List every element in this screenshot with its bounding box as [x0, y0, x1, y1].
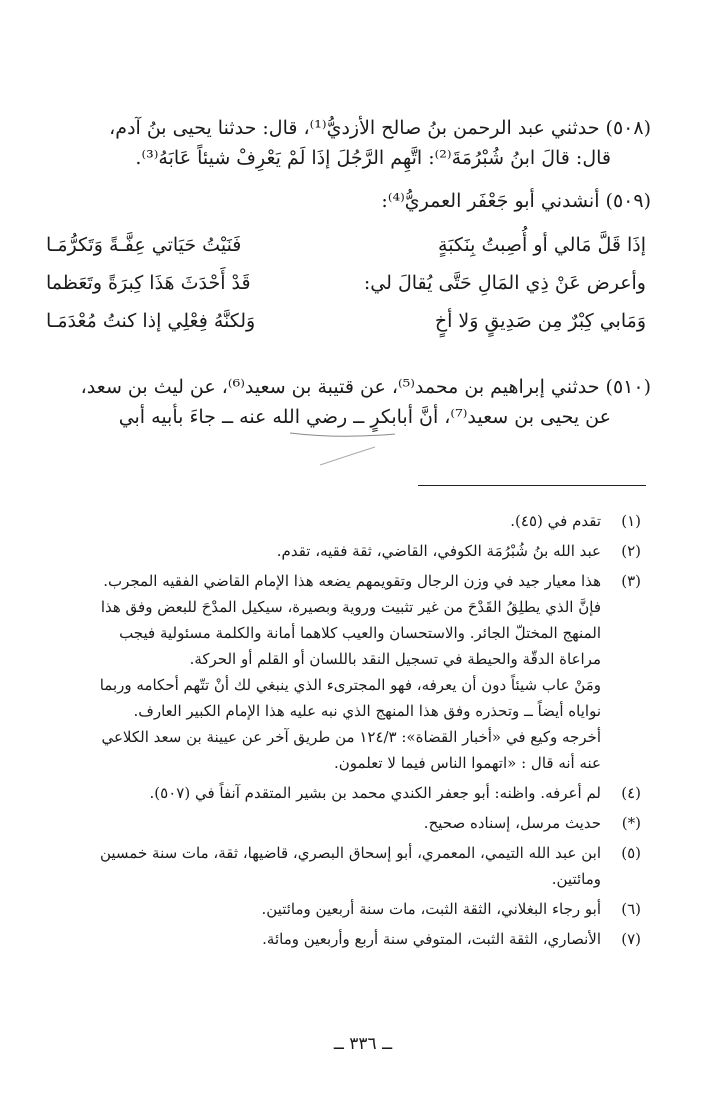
- paragraph-510: [51, 372, 651, 432]
- footnote-number: (٥): [621, 844, 641, 862]
- footnote-text: مراعاة الدقّة والحيطة في تسجيل النقد باللسان أو القلم أو الحركة.: [189, 650, 601, 668]
- footnote-divider: [418, 485, 646, 486]
- verse-second-hemistich: وَلكنَّهُ فِعْلِي إذا كنتُ مُعْدَمَـا: [46, 310, 256, 332]
- footnote-number: (٣): [621, 572, 641, 590]
- footnote-item: [41, 810, 641, 836]
- footnote-text: الأنصاري، الثقة الثبت، المتوفي سنة أربع وأربعين ومائة.: [262, 930, 601, 948]
- footnote-item: [41, 926, 641, 952]
- footnote-item: [41, 840, 641, 892]
- footnote-number: (٧): [621, 930, 641, 948]
- verse-second-hemistich: قَدْ أَحْدَثَ هَذَا كِبرَةً وتَعَظما: [46, 272, 251, 294]
- footnote-text: نواياه أيضاً ــ وتحذره وفق هذا المنهج الذي نبه عليه هذا الإمام الكبير العارف.: [133, 702, 601, 720]
- footnote-item: [41, 508, 641, 534]
- footnote-item: [41, 568, 641, 776]
- poem-verse: [46, 264, 646, 302]
- poem-verse: [46, 302, 646, 340]
- footnote-text: هذا معيار جيد في وزن الرجال وتقويمهم يضعه هذا الإمام القاضي الفقيه المجرب.: [103, 572, 601, 590]
- footnote-text: أبو رجاء البغلاني، الثقة الثبت، مات سنة أربعين ومائتين.: [261, 900, 601, 918]
- footnote-text: ابن عبد الله التيمي، المعمري، أبو إسحاق البصري، قاضيها، ثقة، مات سنة خمسين: [99, 844, 601, 862]
- paragraph-509-line-1: (٥٠٩) أنشدني أبو جَعْفَر العمريُّ⁽⁴⁾:: [381, 190, 651, 212]
- verse-second-hemistich: فَنَيْتُ حَيَاتي عِفَّـةً وَتَكرُّمَـا: [46, 234, 242, 256]
- footnote-number: (٤): [621, 784, 641, 802]
- handwritten-pen-mark: [280, 425, 600, 475]
- paragraph-510-line-2: عن يحيى بن سعيد⁽⁷⁾، أنَّ أبابكرٍ ــ رضي الله عنه ــ جاءَ بأبيه أبي: [118, 406, 611, 428]
- poem-verse: [46, 226, 646, 264]
- footnote-item: [41, 896, 641, 922]
- verse-first-hemistich: وَمَابي كِبْرٌ مِن صَدِيقٍ وَلا أخٍ: [434, 310, 646, 332]
- footnote-text: ومائتين.: [551, 870, 601, 888]
- poem: [46, 226, 646, 340]
- paragraph-508-line-1: (٥٠٨) حدثني عبد الرحمن بنُ صالح الأزديُّ⁽¹⁾، قال: حدثنا يحيى بنُ آدم،: [109, 117, 651, 139]
- footnote-text: لم أعرفه. واظنه: أبو جعفر الكندي محمد بن بشير المتقدم آنفاً في (٥٠٧).: [149, 784, 601, 802]
- footnote-text: فإنَّ الذي يطلِقُ القَدْحَ من غير تثبيت وروية وبصيرة، سيكيل المدْحَ للبعض وفق هذا: [100, 598, 601, 616]
- footnote-item: [41, 780, 641, 806]
- verse-first-hemistich: وأعرض عَنْ ذِي المَالِ حَتَّى يُقالَ لي:: [363, 272, 646, 294]
- paragraph-508-line-2: قال: قالَ ابنُ شُبْرُمَةَ⁽²⁾: اتَّهِم الرَّجُلَ إذَا لَمْ يَعْرِفْ شيئاً عَابَهُ⁽³⁾.: [135, 147, 611, 169]
- footnote-number: (١): [621, 512, 641, 530]
- footnote-text: ومَنْ عاب شيئاً دون أن يعرفه، فهو المجترىء الذي ينبغي لك أنْ تتّهم أحكامه وربما: [99, 676, 601, 694]
- footnote-text: حديث مرسل، إسناده صحيح.: [423, 814, 601, 832]
- verse-first-hemistich: إذَا قَلَّ مَالي أو أُصِبتُ بِنَكبَةٍ: [438, 234, 646, 256]
- paragraph-509: [51, 186, 651, 216]
- footnote-text: تقدم في (٤٥).: [510, 512, 601, 530]
- paragraph-508: [51, 113, 651, 173]
- footnotes: [41, 508, 641, 956]
- footnote-number: (٦): [621, 900, 641, 918]
- footnote-text: عبد الله بنُ شُبْرُمَة الكوفي، القاضي، ثقة فقيه، تقدم.: [276, 542, 601, 560]
- footnote-item: [41, 538, 641, 564]
- footnote-text: عنه أنه قال : «اتهموا الناس فيما لا تعلمون.: [334, 754, 601, 772]
- footnote-text: أخرجه وكيع في «أخبار القضاة»: ١٢٤/٣ من طريق آخر عن عيينة بن سعد الكلاعي: [101, 728, 601, 746]
- footnote-text: المنهج المختلّ الجائر. والاستحسان والعيب كلاهما أمانة والكلمة مسئولية فيجب: [119, 624, 601, 642]
- page-number: ــ ٣٣٦ ــ: [333, 1034, 393, 1054]
- footnote-number: (٢): [621, 542, 641, 560]
- footnote-number: (*): [621, 814, 641, 832]
- paragraph-510-line-1: (٥١٠) حدثني إبراهيم بن محمد⁽⁵⁾، عن قتيبة بن سعيد⁽⁶⁾، عن ليث بن سعد،: [80, 376, 651, 398]
